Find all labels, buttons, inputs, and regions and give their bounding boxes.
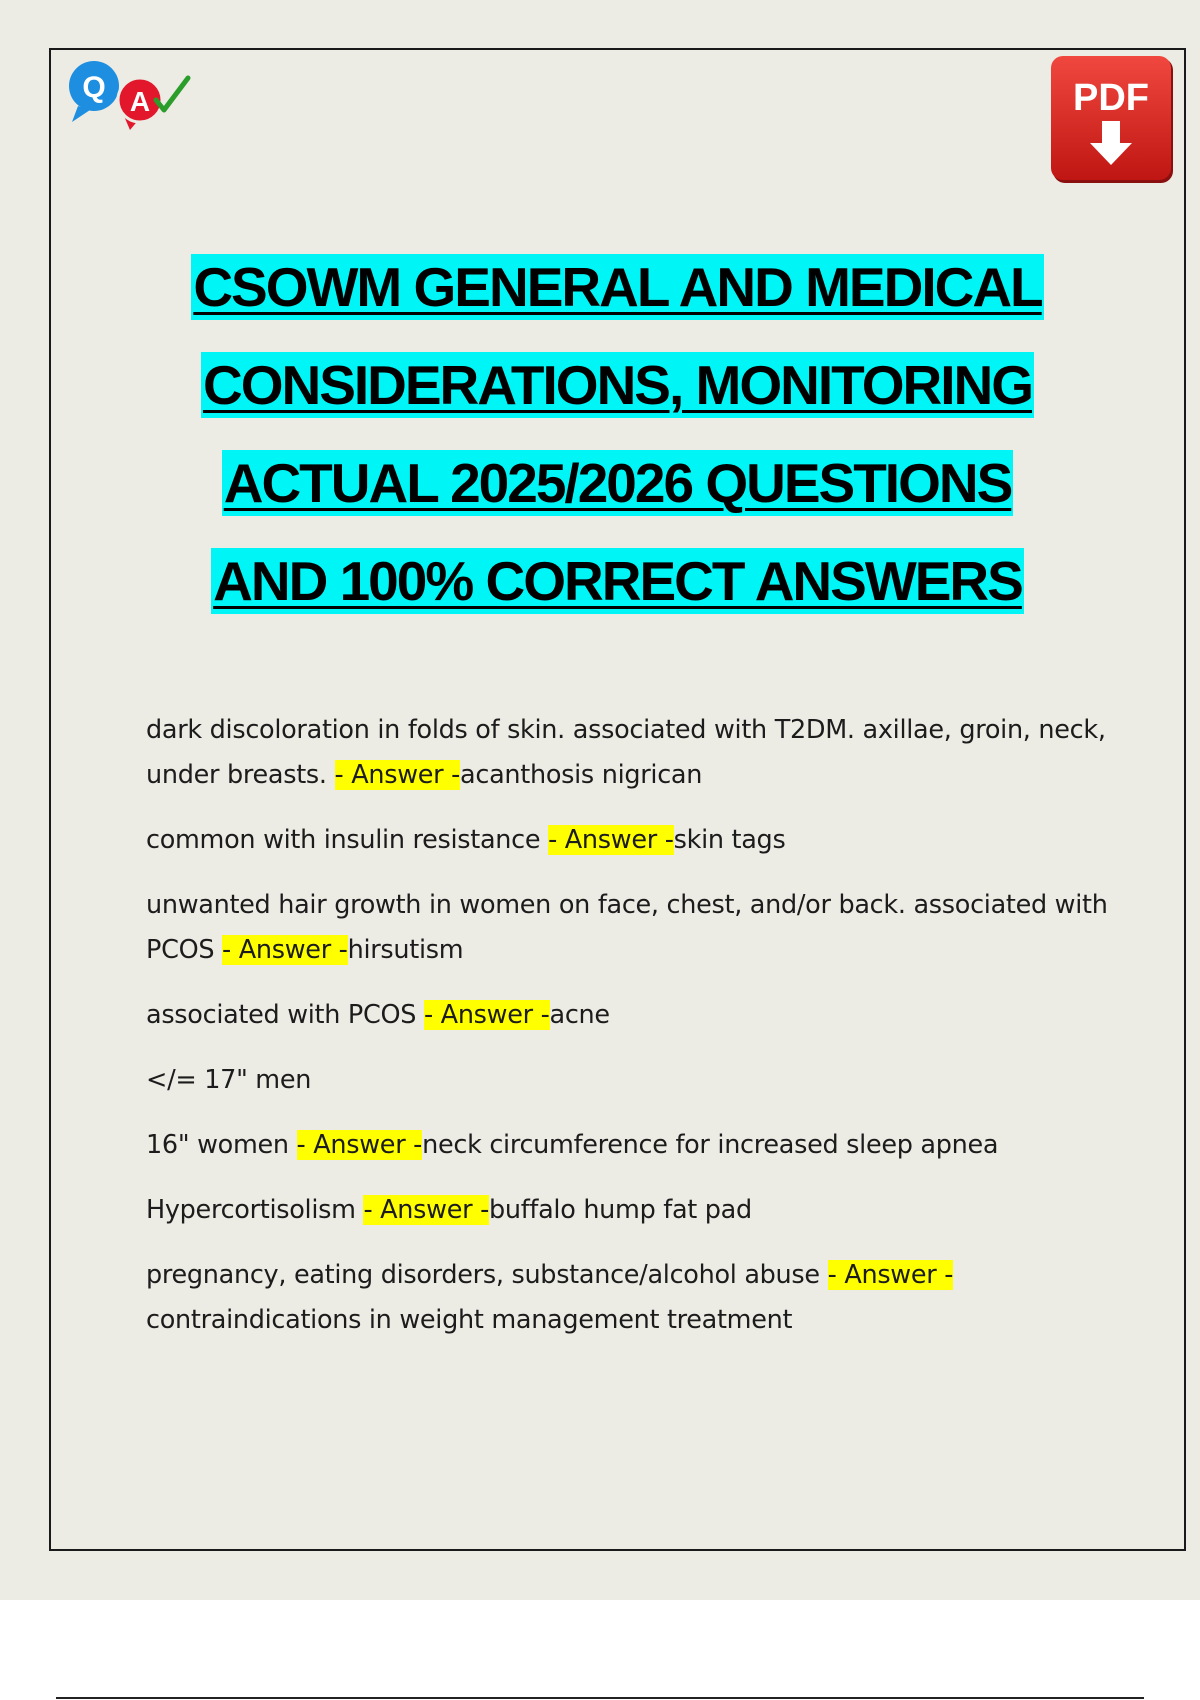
answer-marker: - Answer - (423, 1000, 550, 1030)
question-text: 16" women (146, 1130, 297, 1160)
answer-text: buffalo hump fat pad (489, 1195, 752, 1225)
qa-item (146, 818, 1146, 863)
answer-marker: - Answer - (363, 1195, 489, 1225)
answer-marker: - Answer - (296, 1130, 423, 1160)
qa-list (146, 708, 1146, 1363)
svg-text:Q: Q (82, 71, 106, 104)
answer-text: hirsutism (347, 935, 464, 965)
qa-item (146, 1123, 1146, 1168)
question-text: common with insulin resistance (146, 825, 549, 855)
qa-item (146, 1188, 1146, 1233)
title-line: CONSIDERATIONS, MONITORING (202, 354, 1033, 416)
svg-text:A: A (129, 86, 151, 117)
qa-logo (68, 56, 192, 130)
answer-text: contraindications in weight management treatment (146, 1305, 793, 1335)
title-line: AND 100% CORRECT ANSWERS (213, 550, 1022, 612)
qa-item (146, 993, 1146, 1038)
question-text: dark discoloration in folds of skin. associated with T2DM. axillae, groin, neck, under breasts. (146, 715, 1106, 790)
answer-marker: - Answer - (827, 1260, 954, 1290)
footer-divider (56, 1697, 1144, 1699)
qa-item (146, 708, 1146, 798)
answer-text: skin tags (673, 825, 786, 855)
title-line: CSOWM GENERAL AND MEDICAL (193, 256, 1042, 318)
pdf-download-icon[interactable] (1050, 55, 1176, 186)
answer-marker: - Answer - (334, 760, 461, 790)
answer-marker: - Answer - (548, 825, 674, 855)
question-text: </= 17" men (146, 1065, 312, 1095)
answer-text: neck circumference for increased sleep apnea (422, 1130, 999, 1160)
svg-text:PDF: PDF (1073, 77, 1149, 119)
question-text: pregnancy, eating disorders, substance/alcohol abuse (146, 1260, 828, 1290)
qa-item (146, 1253, 1146, 1343)
document-title (60, 238, 1175, 630)
answer-text: acanthosis nigrican (460, 760, 703, 790)
question-text: Hypercortisolism (146, 1195, 364, 1225)
qa-item (146, 883, 1146, 973)
answer-text: acne (549, 1000, 610, 1030)
title-line: ACTUAL 2025/2026 QUESTIONS (223, 452, 1012, 514)
question-text: unwanted hair growth in women on face, chest, and/or back. associated with PCOS (146, 890, 1108, 965)
question-text: associated with PCOS (146, 1000, 424, 1030)
answer-marker: - Answer - (222, 935, 348, 965)
qa-item (146, 1058, 1146, 1103)
